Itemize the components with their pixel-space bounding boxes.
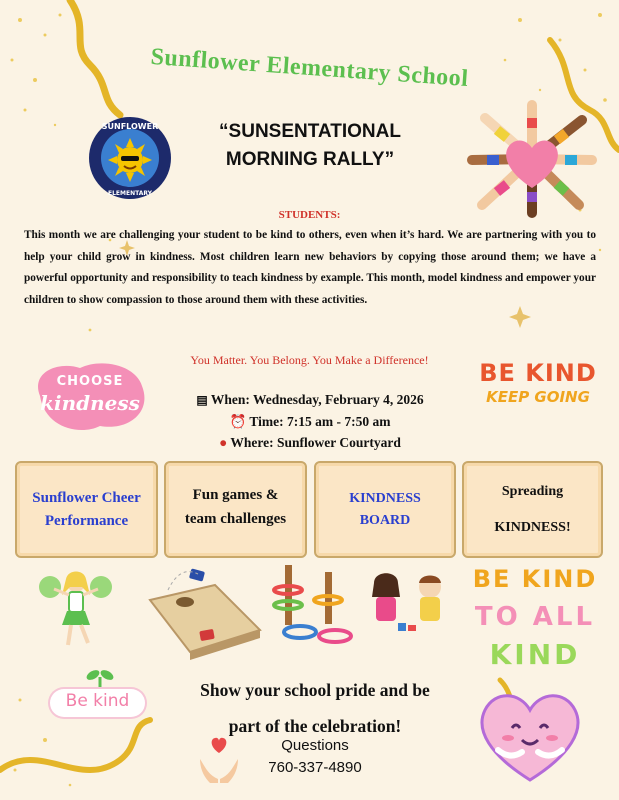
event-title-line-2: MORNING RALLY” <box>225 149 395 170</box>
heart-in-hands-icon <box>198 733 240 785</box>
activity-line-1: Spreading <box>501 483 564 499</box>
heart-hands-illustration <box>467 100 597 218</box>
event-details <box>160 389 460 453</box>
where-text: Where: Sunflower Courtyard <box>230 435 401 450</box>
school-logo <box>88 116 172 200</box>
pride-line-2: part of the celebration! <box>228 716 402 736</box>
activity-line-1: Fun games & <box>192 487 279 503</box>
logo-bottom-text: ELEMENTARY <box>107 190 153 197</box>
time-row <box>160 411 460 432</box>
be-kind-to-all-sticker <box>470 560 600 680</box>
activity-line-1: KINDNESS <box>349 490 421 506</box>
be-kind-small-text: Be kind <box>65 691 130 711</box>
activity-line-2: KINDNESS! <box>494 519 571 535</box>
activity-line-1: Sunflower Cheer <box>32 489 141 506</box>
choose-text: CHOOSE <box>56 374 124 389</box>
questions-label: Questions <box>281 737 349 754</box>
activity-kindness-board <box>314 461 456 558</box>
be-kind-small-sticker <box>50 667 145 722</box>
ribbon-bottom-left <box>0 720 150 770</box>
calendar-icon: ▤ <box>196 393 208 407</box>
activity-line-2: team challenges <box>184 511 287 527</box>
event-title-line-1: “SUNSENTATIONAL <box>219 121 401 142</box>
be-kind-text: BE KIND <box>479 359 597 387</box>
alarm-clock-icon: ⏰ <box>229 414 247 429</box>
activity-cheer-performance <box>15 461 158 558</box>
choose-kindness-sticker <box>30 356 150 436</box>
time-text: Time: 7:15 am - 7:50 am <box>249 414 391 429</box>
location-pin-icon: ● <box>219 435 228 450</box>
contact-block <box>240 735 390 779</box>
intro-paragraph: This month we are challenging your student to be kind to others, even when it’s hard. We are partnering with you to help your child grow in kindness. Most children learn new behaviors by copying those around them; we have a powerful opportunity and responsibility to teach kindness by example. This month, model kindness and empower your children to show compassion to those around them with these activities. <box>24 229 596 306</box>
activity-spreading-kindness <box>462 461 603 558</box>
be-kind-to-all-line-1: BE KIND <box>472 565 598 593</box>
cheerleader-illustration <box>38 565 113 655</box>
pride-line-1: Show your school pride and be <box>200 680 430 700</box>
event-title <box>190 118 430 174</box>
ring-toss-illustration <box>270 560 360 650</box>
activity-line-2: Performance <box>44 512 129 529</box>
heart-character-illustration <box>470 680 590 790</box>
activity-fun-games <box>164 461 307 558</box>
cornhole-illustration <box>140 560 265 660</box>
when-text: When: Wednesday, February 4, 2026 <box>210 392 424 407</box>
where-row <box>160 432 460 453</box>
logo-top-text: SUNFLOWER <box>101 122 159 131</box>
activity-line-2: BOARD <box>359 512 411 528</box>
keep-going-text: KEEP GOING <box>486 388 590 406</box>
be-kind-keep-going-sticker <box>478 360 598 422</box>
be-kind-to-all-line-3: KIND <box>489 638 581 671</box>
when-row <box>160 389 460 411</box>
kids-playing-illustration <box>358 565 458 640</box>
students-label: STUDENTS: <box>278 209 341 221</box>
sprout-icon <box>85 667 115 691</box>
kindness-text: kindness <box>40 391 140 415</box>
phone-number[interactable]: 760-337-4890 <box>268 759 362 776</box>
school-name: Sunflower Elementary School <box>149 43 470 93</box>
be-kind-to-all-line-2: TO ALL <box>474 602 596 632</box>
tagline: You Matter. You Belong. You Make a Difference! <box>190 353 429 367</box>
